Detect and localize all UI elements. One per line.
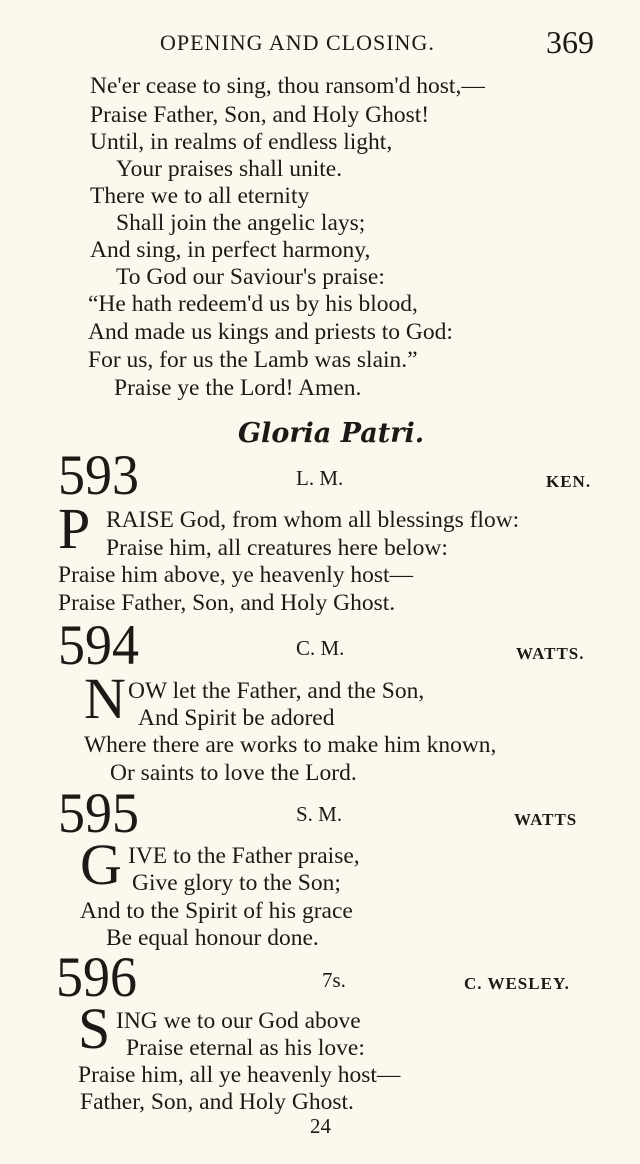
verse-line: RAISE God, from whom all blessings flow: — [106, 507, 520, 533]
verse-line: IVE to the Father praise, — [128, 843, 360, 869]
verse-line: Your praises shall unite. — [116, 156, 343, 182]
hymn-meter: L. M. — [296, 466, 344, 490]
drop-cap: P — [58, 496, 91, 561]
verse-line: Praise eternal as his love: — [126, 1035, 365, 1061]
drop-cap: N — [84, 666, 126, 731]
running-header: OPENING AND CLOSING. — [160, 30, 435, 55]
hymn-number: 596 — [56, 945, 137, 1009]
page-number: 369 — [546, 24, 594, 60]
verse-line: Praise Father, Son, and Holy Ghost. — [58, 590, 396, 616]
verse-line: Be equal honour done. — [106, 925, 319, 951]
verse-line: Give glory to the Son; — [132, 870, 341, 896]
verse-line: Praise him, all creatures here below: — [106, 535, 448, 561]
verse-line: “He hath redeem'd us by his blood, — [88, 291, 418, 317]
drop-cap: G — [80, 832, 122, 897]
verse-line: Praise Father, Son, and Holy Ghost! — [90, 102, 430, 128]
verse-line: And Spirit be adored — [138, 705, 335, 731]
verse-line: There we to all eternity — [90, 183, 310, 209]
verse-line: And made us kings and priests to God: — [88, 319, 453, 345]
hymn-meter: S. M. — [296, 802, 343, 826]
hymn-meter: 7s. — [322, 968, 346, 992]
verse-line: ING we to our God above — [116, 1008, 361, 1034]
hymn-author: WATTS — [514, 810, 578, 829]
verse-line: Where there are works to make him known, — [84, 732, 497, 758]
section-title: Gloria Patri. — [238, 418, 425, 449]
verse-line: For us, for us the Lamb was slain.” — [88, 347, 418, 373]
verse-line: And sing, in perfect harmony, — [90, 237, 371, 263]
verse-line: OW let the Father, and the Son, — [128, 678, 425, 704]
hymn-number: 595 — [58, 781, 139, 845]
verse-line: Ne'er cease to sing, thou ransom'd host,— — [90, 73, 485, 99]
verse-line: Praise him above, ye heavenly host— — [58, 562, 414, 588]
verse-line: Praise him, all ye heavenly host— — [78, 1062, 401, 1088]
verse-line: Praise ye the Lord! Amen. — [114, 375, 362, 401]
verse-line: Shall join the angelic lays; — [116, 210, 366, 236]
hymn-number: 594 — [58, 613, 139, 677]
signature-mark: 24 — [310, 1114, 331, 1138]
hymn-number: 593 — [58, 443, 139, 507]
verse-line: And to the Spirit of his grace — [80, 898, 353, 924]
hymn-author: KEN. — [546, 472, 592, 491]
drop-cap: S — [78, 996, 111, 1061]
hymn-meter: C. M. — [296, 636, 345, 660]
verse-line: Or saints to love the Lord. — [110, 760, 357, 786]
hymn-author: WATTS. — [516, 644, 585, 663]
verse-line: To God our Saviour's praise: — [116, 264, 385, 290]
hymn-author: C. WESLEY. — [464, 974, 570, 993]
verse-line: Father, Son, and Holy Ghost. — [80, 1089, 354, 1115]
verse-line: Until, in realms of endless light, — [90, 129, 393, 155]
